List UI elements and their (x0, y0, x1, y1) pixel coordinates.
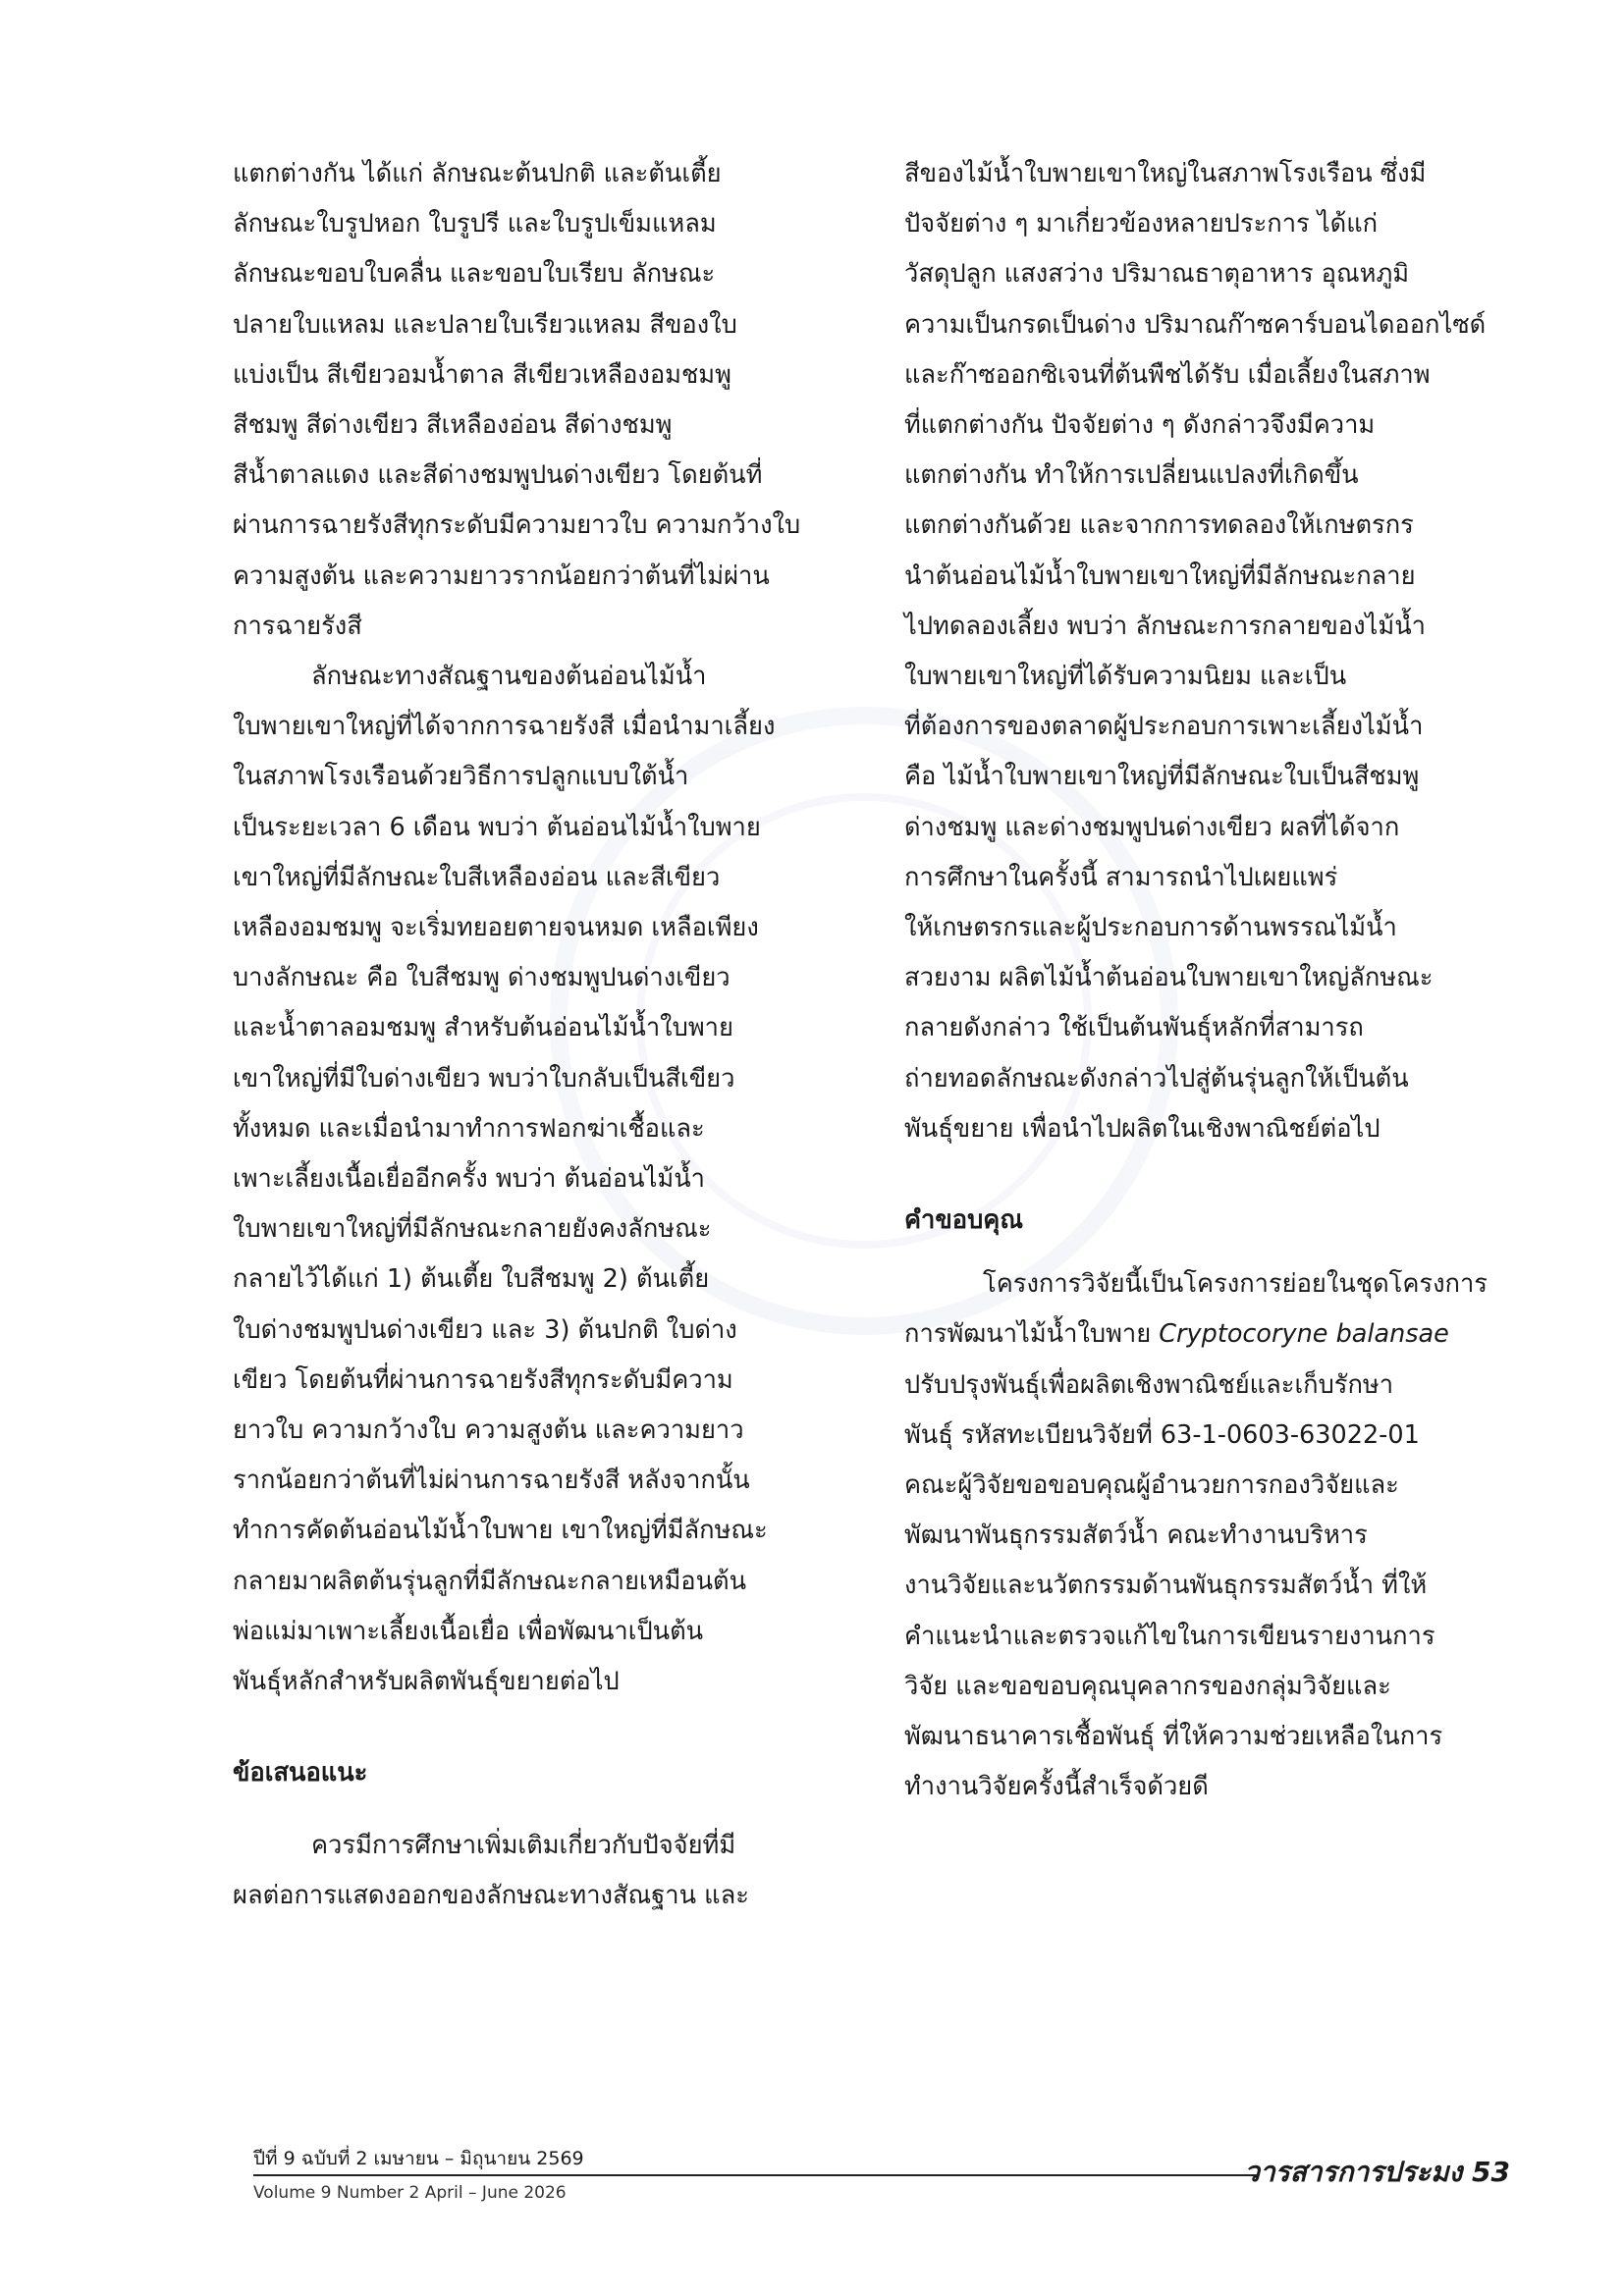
footer-divider (253, 2174, 1257, 2176)
section-heading-acknowledgement: คำขอบคุณ (904, 1205, 1024, 1236)
species-name: Cryptocoryne balansae (1159, 1319, 1449, 1350)
body-paragraph: ลักษณะทางสัณฐานของต้นอ่อนไม้น้ำ ใบพายเขาใหญ่ที่ได้จากการฉายรังสี เมื่อนำมาเลี้ยง ในสภาพโรงเรือนด้วยวิธีการปลูกแบบใต้น้ำ เป็นระยะเวลา 6 เดือน พบว่า ต้นอ่อนไม้น้ำใบพาย เขาใหญ่ที่มีลักษณะใบสีเหลืองอ่อน และสีเขียว เหลืองอมชมพู จะเริ่มทยอยตายจนหมด เหลือเพียง บางลักษณะ คือ ใบสีชมพู ด่างชมพูปนด่างเขียว และน้ำตาลอมชมพู สำหรับต้นอ่อนไม้น้ำใบพาย เขาใหญ่ที่มีใบด่างเขียว พบว่าใบกลับเป็นสีเขียว ทั้งหมด และเมื่อนำมาทำการฟอกฆ่าเชื้อและ เพาะเลี้ยงเนื้อเยื่ออีกครั้ง พบว่า ต้นอ่อนไม้น้ำ ใบพายเขาใหญ่ที่มีลักษณะกลายยังคงลักษณะ กลายไว้ได้แก่ 1) ต้นเตี้ย ใบสีชมพู 2) ต้นเตี้ย ใบด่างชมพูปนด่างเขียว และ 3) ต้นปกติ ใบด่าง เขียว โดยต้นที่ผ่านการฉายรังสีทุกระดับมีความ ยาวใบ ความกว้างใบ ความสูงต้น และความยาว รากน้อยกว่าต้นที่ไม่ผ่านการฉายรังสี หลังจากนั้น ทำการคัดต้นอ่อนไม้น้ำใบพาย เขาใหญ่ที่มีลักษณะ กลายมาผลิตต้นรุ่นลูกที่มีลักษณะกลายเหมือนต้น พ่อแม่มาเพาะเลี้ยงเนื้อเยื่อ เพื่อพัฒนาเป็นต้น พันธุ์หลักสำหรับผลิตพันธุ์ขยายต่อไป (233, 662, 776, 1697)
page-footer (253, 2146, 1510, 2215)
ack-line: การพัฒนาไม้น้ำใบพาย (904, 1319, 1160, 1350)
right-column (904, 149, 1493, 1813)
ack-line: โครงการวิจัยนี้เป็นโครงการย่อยในชุดโครงการ (983, 1269, 1488, 1300)
issue-english: Volume 9 Number 2 April – June 2026 (253, 2183, 567, 2203)
ack-text: ปรับปรุงพันธุ์เพื่อผลิตเชิงพาณิชย์และเก็บรักษา พันธุ์ รหัสทะเบียนวิจัยที่ 63-1-0603-63022-01 คณะผู้วิจัยขอขอบคุณผู้อำนวยการกองวิจัยและ พัฒนาพันธุกรรมสัตว์น้ำ คณะทำงานบริหาร งานวิจัยและนวัตกรรมด้านพันธุกรรมสัตว์น้ำ ที่ให้ คำแนะนำและตรวจแก้ไขในการเขียนรายงานการ วิจัย และขอขอบคุณบุคลากรของกลุ่มวิจัยและ พัฒนาธนาคารเชื้อพันธุ์ ที่ให้ความช่วยเหลือในการ ทำงานวิจัยครั้งนี้สำเร็จด้วยดี (904, 1369, 1443, 1802)
body-paragraph: แตกต่างกัน ได้แก่ ลักษณะต้นปกติ และต้นเตี้ย ลักษณะใบรูปหอก ใบรูปรี และใบรูปเข็มแหลม ลักษณะขอบใบคลื่น และขอบใบเรียบ ลักษณะ ปลายใบแหลม และปลายใบเรียวแหลม สีของใบ แบ่งเป็น สีเขียวอมน้ำตาล สีเขียวเหลืองอมชมพู สีชมพู สีด่างเขียว สีเหลืองอ่อน สีด่างชมพู สีน้ำตาลแดง และสีด่างชมพูปนด่างเขียว โดยต้นที่ ผ่านการฉายรังสีทุกระดับมีความยาวใบ ความกว้างใบ ความสูงต้น และความยาวรากน้อยกว่าต้นที่ไม่ผ่าน การฉายรังสี (233, 159, 801, 641)
journal-name-page-number: วารสารการประมง 53 (1244, 2156, 1510, 2188)
issue-thai: ปีที่ 9 ฉบับที่ 2 เมษายน – มิถุนายน 2569 (253, 2148, 584, 2169)
body-paragraph: ควรมีการศึกษาเพิ่มเติมเกี่ยวกับปัจจัยที่มี ผลต่อการแสดงออกของลักษณะทางสัณฐาน และ (233, 1830, 749, 1910)
left-column (233, 149, 822, 1921)
section-heading-suggestions: ข้อเสนอแนะ (233, 1758, 368, 1789)
acknowledgement-paragraph (904, 1259, 1493, 1812)
body-paragraph: สีของไม้น้ำใบพายเขาใหญ่ในสภาพโรงเรือน ซึ่งมี ปัจจัยต่าง ๆ มาเกี่ยวข้องหลายประการ ได้แก่ วัสดุปลูก แสงสว่าง ปริมาณธาตุอาหาร อุณหภูมิ ความเป็นกรดเป็นด่าง ปริมาณก๊าซคาร์บอนไดออกไซด์ และก๊าซออกซิเจนที่ต้นพืชได้รับ เมื่อเลี้ยงในสภาพ ที่แตกต่างกัน ปัจจัยต่าง ๆ ดังกล่าวจึงมีความ แตกต่างกัน ทำให้การเปลี่ยนแปลงที่เกิดขึ้น แตกต่างกันด้วย และจากการทดลองให้เกษตรกร นำต้นอ่อนไม้น้ำใบพายเขาใหญ่ที่มีลักษณะกลาย ไปทดลองเลี้ยง พบว่า ลักษณะการกลายของไม้น้ำ ใบพายเขาใหญ่ที่ได้รับความนิยม และเป็น ที่ต้องการของตลาดผู้ประกอบการเพาะเลี้ยงไม้น้ำ คือ ไม้น้ำใบพายเขาใหญ่ที่มีลักษณะใบเป็นสีชมพู ด่างชมพู และด่างชมพูปนด่างเขียว ผลที่ได้จาก การศึกษาในครั้งนี้ สามารถนำไปเผยแพร่ ให้เกษตรกรและผู้ประกอบการด้านพรรณไม้น้ำ สวยงาม ผลิตไม้น้ำต้นอ่อนใบพายเขาใหญ่ลักษณะ กลายดังกล่าว ใช้เป็นต้นพันธุ์หลักที่สามารถ ถ่ายทอดลักษณะดังกล่าวไปสู่ต้นรุ่นลูกให้เป็นต้น พันธุ์ขยาย เพื่อนำไปผลิตในเชิงพาณิชย์ต่อไป (904, 159, 1487, 1144)
